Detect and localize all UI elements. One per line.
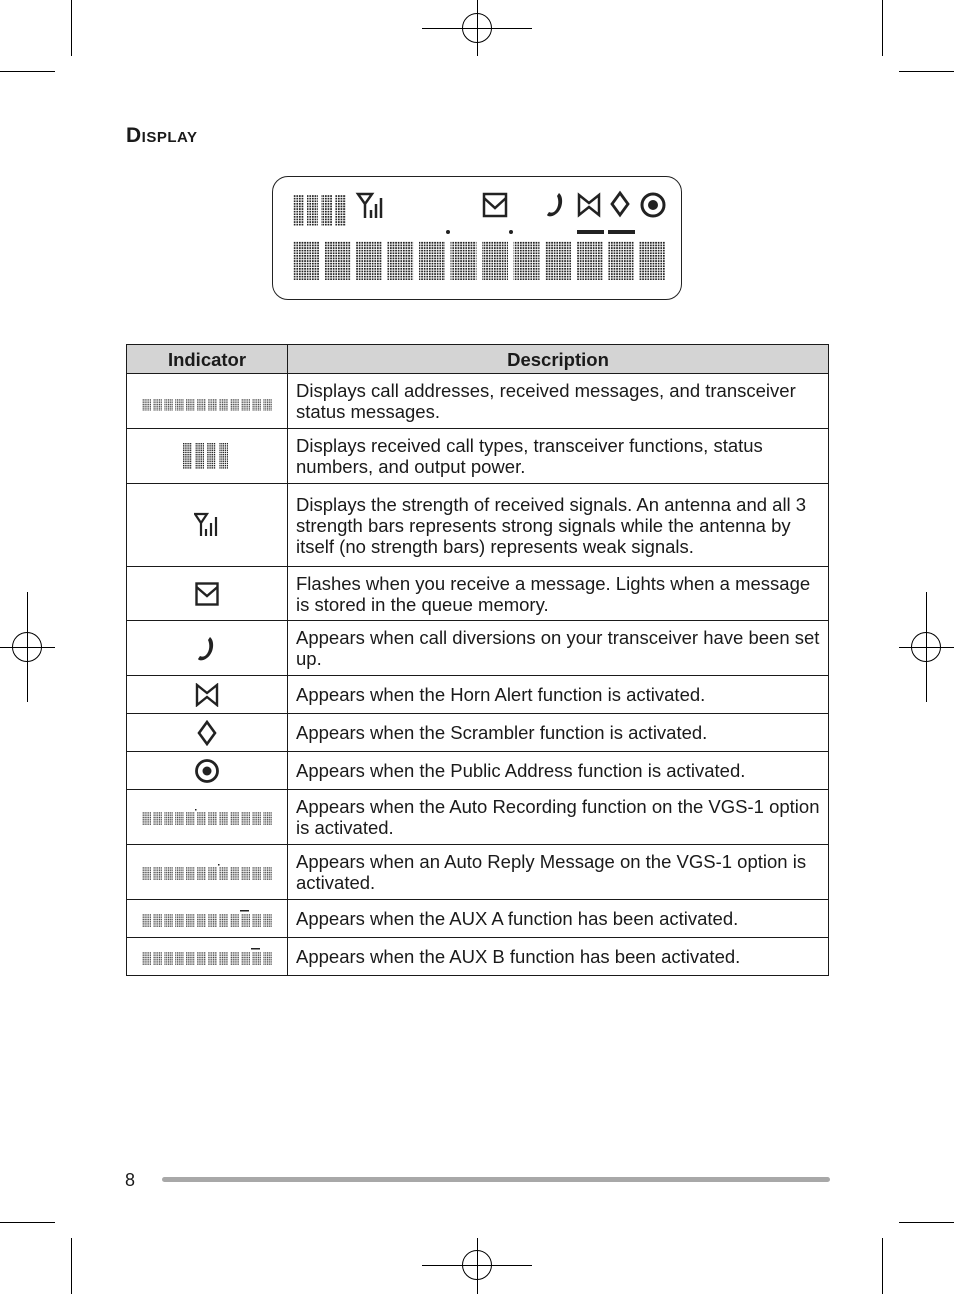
call-diversion-phone-icon	[547, 193, 562, 216]
main-display-characters	[293, 241, 666, 280]
message-envelope-icon	[484, 194, 506, 216]
table-row	[127, 621, 829, 676]
table-row	[127, 374, 829, 429]
footer-rule	[162, 1177, 830, 1182]
table-row	[127, 790, 829, 845]
lcd-display-illustration	[272, 176, 682, 300]
header-description: Description	[288, 345, 829, 374]
scrambler-diamond-icon	[612, 193, 628, 215]
aux-b-bar	[608, 230, 635, 234]
aux-a-bar	[577, 230, 604, 234]
auto-reply-dot	[509, 230, 513, 234]
row-description: Appears when the AUX B function has been activated.	[288, 938, 829, 976]
auto-reply-dot-icon	[141, 863, 273, 883]
horn-alert-icon	[579, 195, 599, 215]
header-indicator: Indicator	[127, 345, 288, 374]
auto-recording-dot	[446, 230, 450, 234]
message-envelope-icon	[195, 582, 219, 606]
table-row	[127, 714, 829, 752]
row-description: Displays received call types, transceiver functions, status numbers, and output power.	[288, 429, 829, 484]
scrambler-diamond-icon	[197, 720, 217, 746]
row-description: Flashes when you receive a message. Lights when a message is stored in the queue memory.	[288, 567, 829, 621]
table-row	[127, 567, 829, 621]
signal-strength-icon	[194, 512, 220, 538]
public-address-icon	[642, 194, 664, 216]
table-row	[127, 676, 829, 714]
signal-strength-icon	[358, 194, 381, 218]
dot-matrix-sub-display-icon	[183, 443, 231, 469]
row-description: Appears when an Auto Reply Message on the VGS-1 option is activated.	[288, 845, 829, 900]
row-description: Appears when the Auto Recording function on the VGS-1 option is activated.	[288, 790, 829, 845]
row-description: Displays the strength of received signals. An antenna and all 3 strength bars represents strong signals while the antenna by itself (no strength bars) represents weak signals.	[288, 484, 829, 567]
row-description: Appears when the Public Address function is activated.	[288, 752, 829, 790]
aux-a-bar-icon	[141, 910, 273, 930]
table-row	[127, 484, 829, 567]
table-row	[127, 938, 829, 976]
dot-matrix-main-display-icon	[141, 395, 273, 411]
auto-recording-dot-icon	[141, 808, 273, 828]
table-row	[127, 900, 829, 938]
section-title: Display	[126, 124, 198, 147]
row-description: Appears when the Horn Alert function is activated.	[288, 676, 829, 714]
indicator-table	[126, 344, 829, 976]
row-description: Appears when call diversions on your transceiver have been set up.	[288, 621, 829, 676]
table-row	[127, 752, 829, 790]
row-description: Appears when the Scrambler function is activated.	[288, 714, 829, 752]
table-row	[127, 429, 829, 484]
call-diversion-phone-icon	[197, 635, 217, 661]
horn-alert-icon	[195, 683, 219, 707]
page-number: 8	[125, 1170, 136, 1190]
row-description: Appears when the AUX A function has been activated.	[288, 900, 829, 938]
public-address-icon	[194, 758, 220, 784]
row-description: Displays call addresses, received messages, and transceiver status messages.	[288, 374, 829, 429]
table-row	[127, 845, 829, 900]
sub-display-characters	[293, 195, 346, 226]
aux-b-bar-icon	[141, 948, 273, 968]
